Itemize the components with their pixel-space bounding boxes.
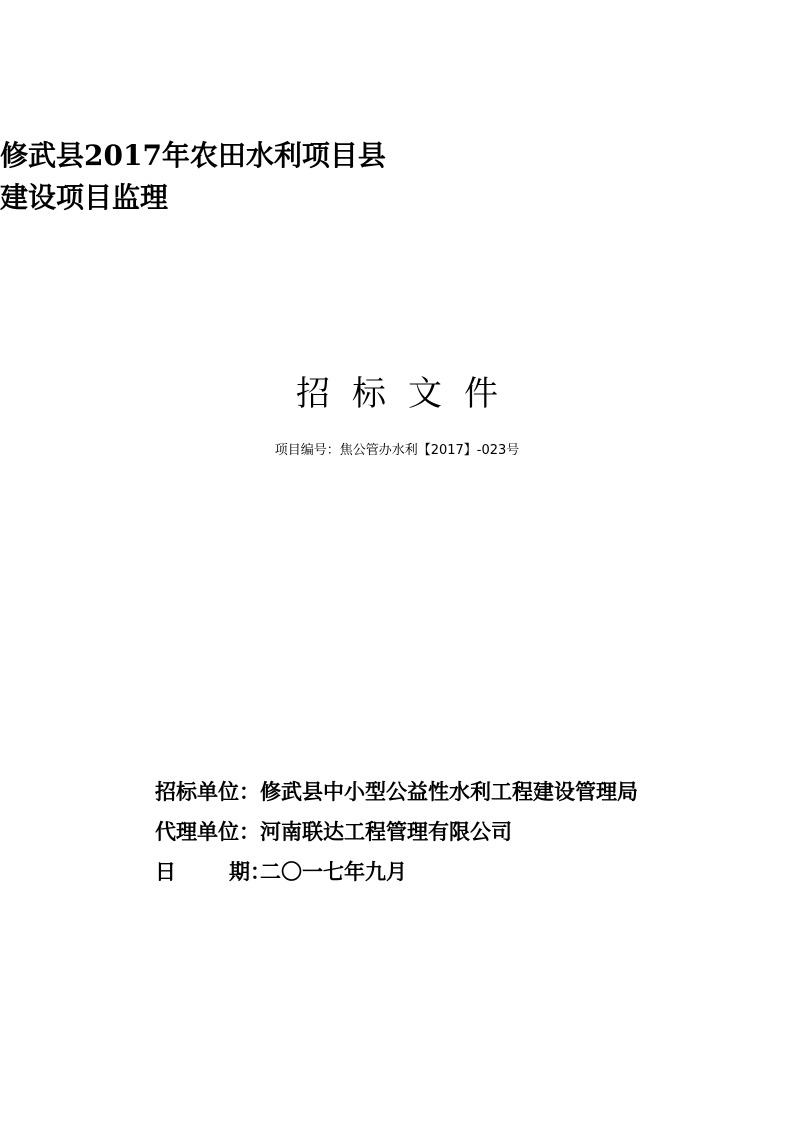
- tenderer-label: 招标单位：: [155, 779, 260, 804]
- tenderer-row: [155, 777, 638, 807]
- date-label-second: 期：: [229, 859, 271, 884]
- document-title-line-1: 修武县2017年农田水利项目县: [0, 139, 386, 172]
- date-label: [155, 857, 271, 887]
- date-value: 二〇一七年九月: [260, 859, 407, 884]
- agent-label: 代理单位：: [155, 819, 260, 844]
- document-title-line-2: 建设项目监理: [0, 181, 169, 214]
- agent-row: [155, 817, 512, 847]
- agent-value: 河南联达工程管理有限公司: [260, 819, 512, 844]
- tenderer-value: 修武县中小型公益性水利工程建设管理局: [260, 779, 638, 804]
- project-number: 项目编号：焦公管办水利【2017】-023号: [274, 443, 520, 458]
- date-row: [155, 857, 407, 887]
- document-heading: 招标文件: [296, 374, 520, 414]
- date-label-first: 日: [155, 859, 176, 884]
